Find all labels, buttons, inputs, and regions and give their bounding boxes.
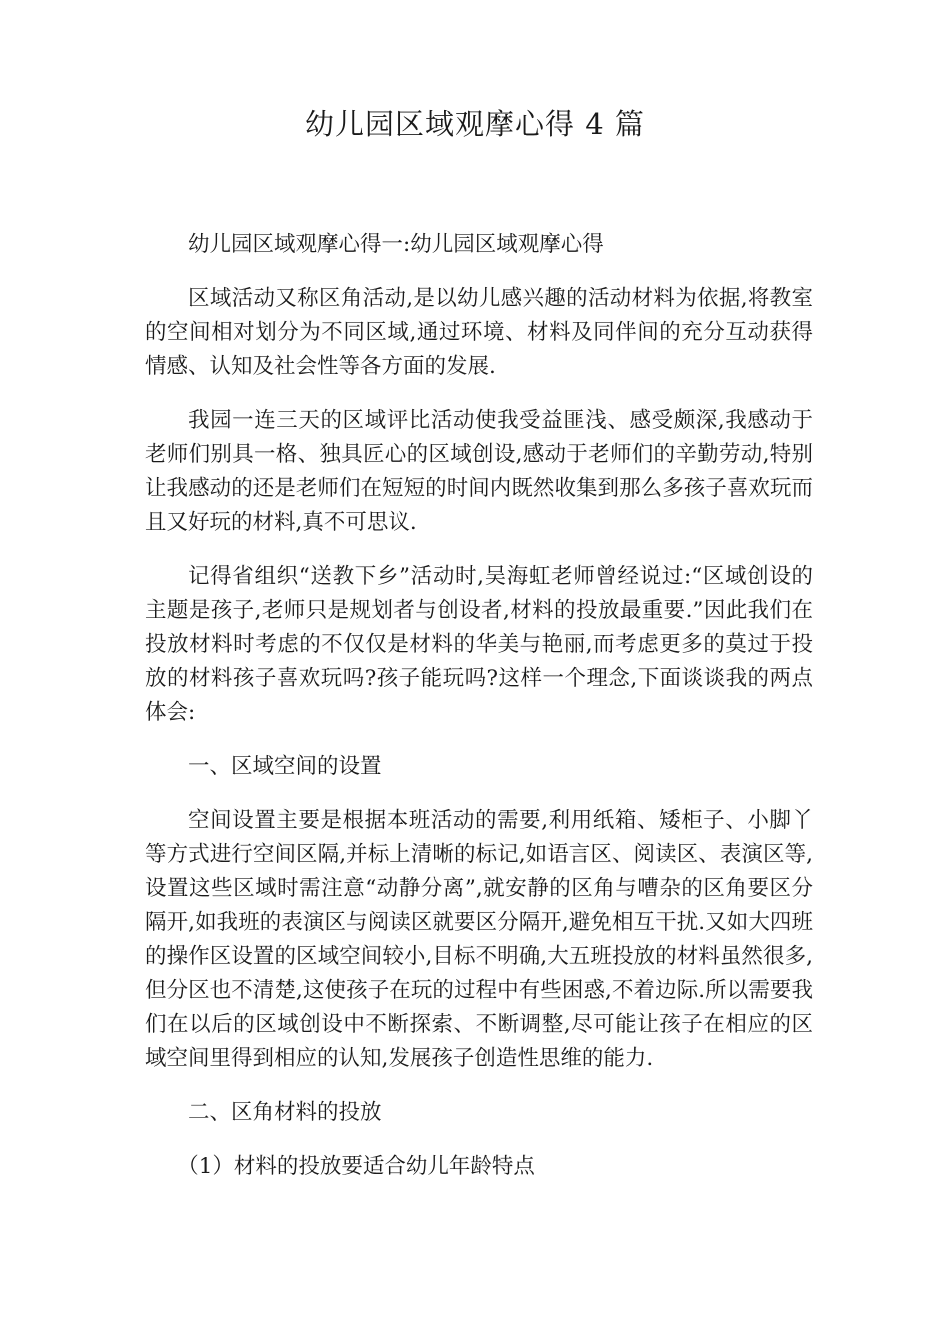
document-body bbox=[145, 228, 813, 1204]
paragraph-quote-and-reflection: 记得省组织“送教下乡”活动时,吴海虹老师曾经说过:“区域创设的主题是孩子,老师只是规划者与创设者,材料的投放最重要.”因此我们在投放材料时考虑的不仅仅是材料的华美与艳丽,而考虑更多的莫过于投放的材料孩子喜欢玩吗?孩子能玩吗?这样一个理念,下面谈谈我的两点体会: bbox=[145, 564, 813, 725]
paragraph-space-setup: 空间设置主要是根据本班活动的需要,利用纸箱、矮柜子、小脚丫等方式进行空间区隔,并标上清晰的标记,如语言区、阅读区、表演区等,设置这些区域时需注意“动静分离”,就安静的区角与嘈杂的区角要区分隔开,如我班的表演区与阅读区就要区分隔开,避免相互干扰.又如大四班的操作区设置的区域空间较小,目标不明确,大五班投放的材料虽然很多,但分区也不清楚,这使孩子在玩的过程中有些困惑,不着边际.所以需要我们在以后的区域创设中不断探索、不断调整,尽可能让孩子在相应的区域空间里得到相应的认知,发展孩子创造性思维的能力. bbox=[145, 808, 813, 1071]
paragraph-intro-definition: 区域活动又称区角活动,是以幼儿感兴趣的活动材料为依据,将教室的空间相对划分为不同区域,通过环境、材料及同伴间的充分互动获得情感、认知及社会性等各方面的发展. bbox=[145, 286, 813, 379]
document-title: 幼儿园区域观摩心得 4 篇 bbox=[305, 107, 645, 141]
section-heading-part-one: 幼儿园区域观摩心得一:幼儿园区域观摩心得 bbox=[188, 232, 604, 257]
section-heading-space-setup: 一、区域空间的设置 bbox=[188, 754, 382, 779]
paragraph-evaluation-impressions: 我园一连三天的区域评比活动使我受益匪浅、感受颇深,我感动于老师们别具一格、独具匠心的区域创设,感动于老师们的辛勤劳动,特别让我感动的还是老师们在短短的时间内既然收集到那么多孩子喜欢玩而且又好玩的材料,真不可思议. bbox=[145, 408, 813, 535]
subsection-heading-age-appropriate: （1）材料的投放要适合幼儿年龄特点 bbox=[177, 1154, 535, 1179]
section-heading-materials: 二、区角材料的投放 bbox=[188, 1100, 382, 1125]
